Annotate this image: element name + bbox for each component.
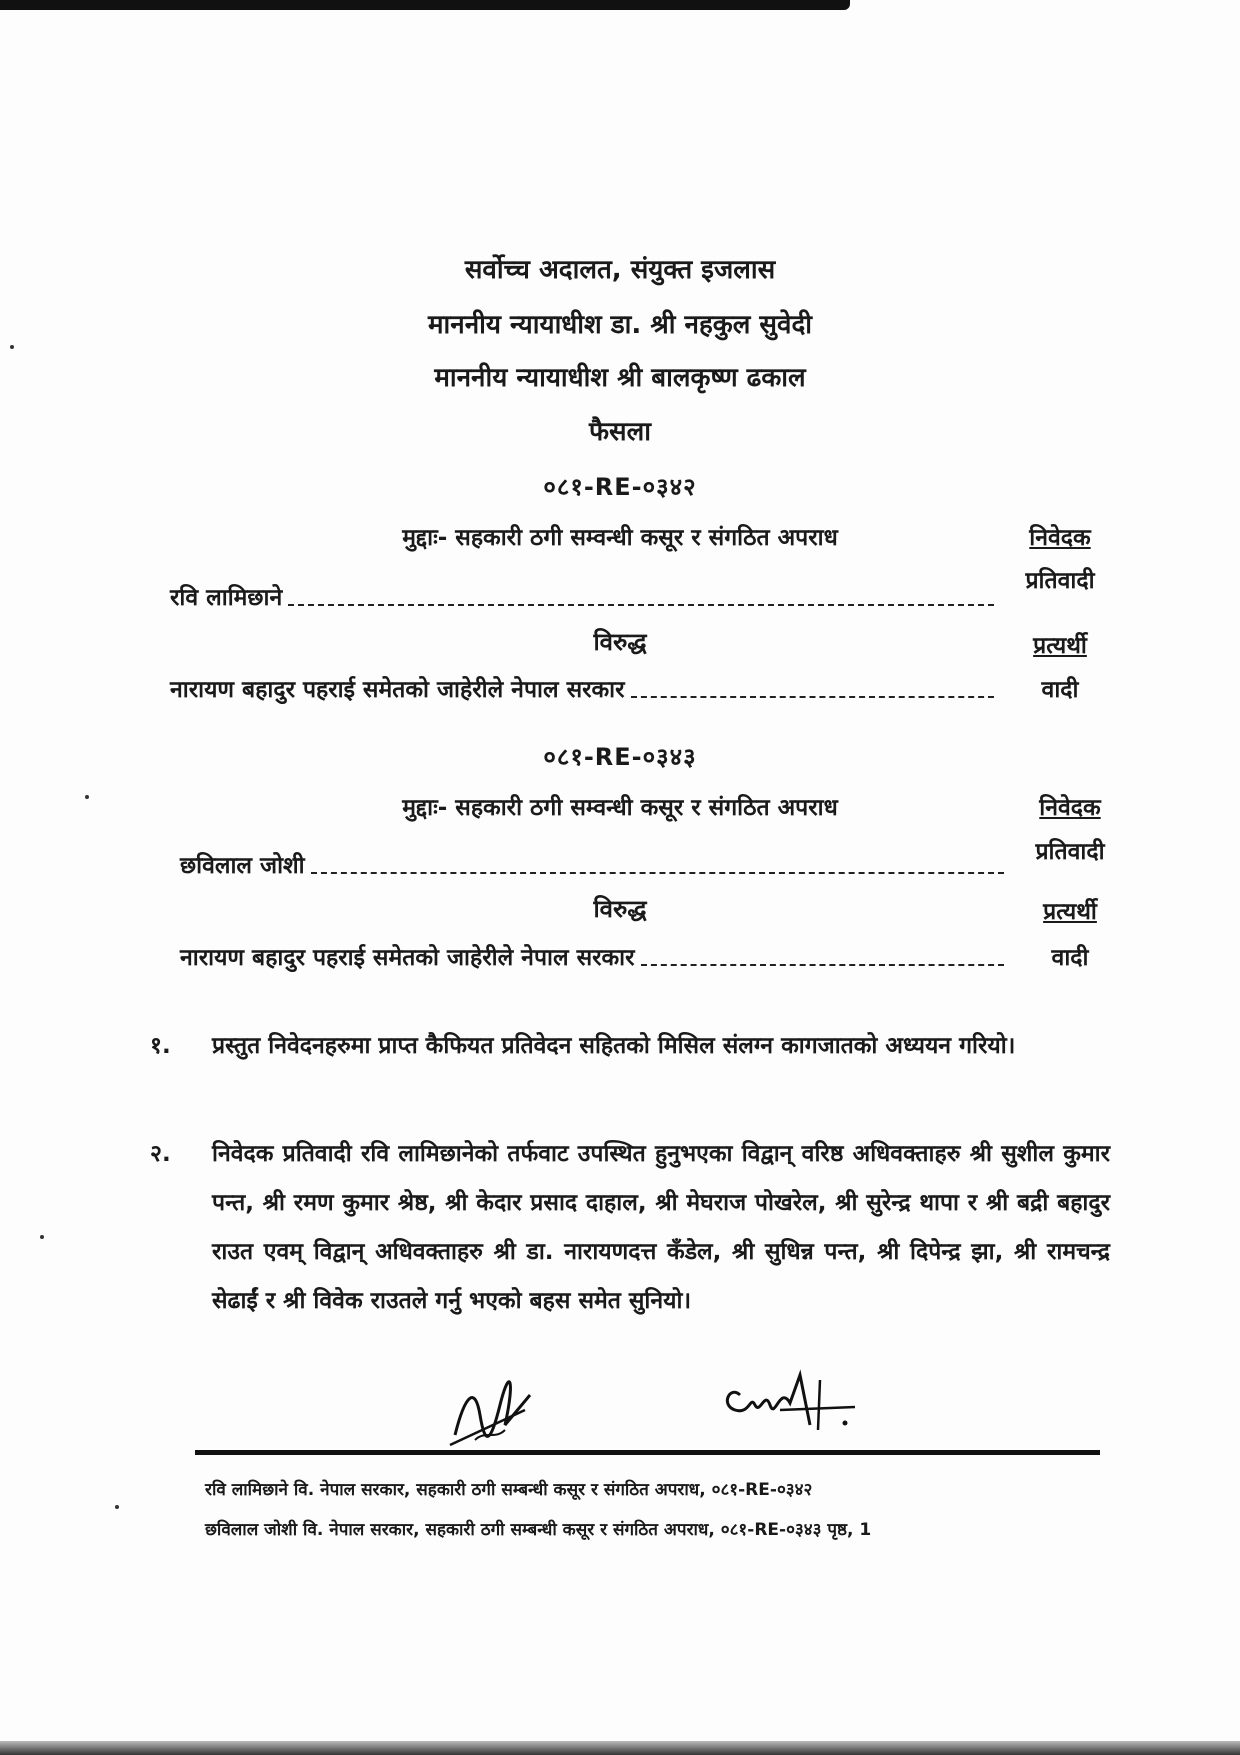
dashed-leader: [641, 964, 1004, 966]
document-type: फैसला: [589, 417, 651, 447]
paragraph: [150, 1130, 1110, 1326]
paragraph-number: १.: [150, 1033, 171, 1059]
respondent-role: प्रत्यर्थी: [1043, 899, 1097, 925]
paragraph: [150, 1022, 1110, 1071]
scan-speck: [40, 1235, 44, 1239]
petitioner-name: रवि लामिछाने: [170, 585, 283, 611]
case-subject: मुद्दाः- सहकारी ठगी सम्वन्धी कसूर र संगठित अपराध: [402, 795, 838, 821]
respondent-role-secondary: वादी: [1041, 677, 1079, 703]
footer: [205, 1470, 1105, 1550]
respondent-role-secondary: वादी: [1051, 945, 1089, 971]
case-number: ०८१-RE-०३४३: [543, 743, 697, 771]
respondent-line: [170, 672, 1000, 704]
footer-line-2: छविलाल जोशी वि. नेपाल सरकार, सहकारी ठगी सम्बन्धी कसूर र संगठित अपराध, ०८१-RE-०३४३ पृष्ठ, 1: [205, 1520, 872, 1540]
judge-2: माननीय न्यायाधीश श्री बालकृष्ण ढकाल: [434, 363, 806, 393]
footer-line-1: रवि लामिछाने वि. नेपाल सरकार, सहकारी ठगी सम्बन्धी कसूर र संगठित अपराध, ०८१-RE-०३४२: [205, 1480, 813, 1500]
scan-speck: [115, 1505, 119, 1509]
judge-signature-right: [720, 1365, 860, 1445]
petitioner-name: छविलाल जोशी: [180, 853, 305, 879]
petitioner-line: [170, 580, 1000, 612]
case-number: ०८१-RE-०३४२: [543, 473, 697, 501]
versus-label: विरुद्ध: [593, 895, 647, 923]
dashed-leader: [288, 604, 994, 606]
paragraph-text: निवेदक प्रतिवादी रवि लामिछानेको तर्फवाट उपस्थित हुनुभएका विद्वान् वरिष्ठ अधिवक्ताहरु श्री सुशील कुमार पन्त, श्री रमण कुमार श्रेष्ठ, श्री केदार प्रसाद दाहाल, श्री मेघराज पोखरेल, श्री सुरेन्द्र थापा र श्री बद्री बहादुर राउत एवम् विद्वान् अधिवक्ताहरु श्री डा. नारायणदत्त कँडेल, श्री सुधिन्न पन्त, श्री दिपेन्द्र झा, श्री रामचन्द्र सेढाईं र श्री विवेक राउतले गर्नु भएको बहस समेत सुनियो।: [212, 1141, 1110, 1314]
scan-speck: [10, 345, 14, 349]
court-name: सर्वोच्च अदालत, संयुक्त इजलास: [464, 255, 776, 285]
petitioner-line: [180, 848, 1010, 880]
respondent-name: नारायण बहादुर पहराई समेतको जाहेरीले नेपाल सरकार: [170, 677, 625, 703]
paragraph-text: प्रस्तुत निवेदनहरुमा प्राप्त कैफियत प्रतिवेदन सहितको मिसिल संलग्न कागजातको अध्ययन गरियो।: [212, 1033, 1016, 1059]
dashed-leader: [631, 696, 994, 698]
petitioner-role-secondary: प्रतिवादी: [1025, 568, 1095, 594]
respondent-role: प्रत्यर्थी: [1033, 633, 1087, 659]
petitioner-role: निवेदक: [1039, 795, 1101, 821]
versus-label: विरुद्ध: [593, 628, 647, 656]
footer-rule: [195, 1450, 1100, 1455]
case-subject: मुद्दाः- सहकारी ठगी सम्वन्धी कसूर र संगठित अपराध: [402, 525, 838, 551]
judge-signature-left: [445, 1375, 535, 1455]
paragraph-number: २.: [150, 1141, 171, 1167]
dashed-leader: [311, 872, 1004, 874]
respondent-name: नारायण बहादुर पहराई समेतको जाहेरीले नेपाल सरकार: [180, 945, 635, 971]
petitioner-role-secondary: प्रतिवादी: [1035, 839, 1105, 865]
judge-1: माननीय न्यायाधीश डा. श्री नहकुल सुवेदी: [428, 310, 812, 340]
scan-edge-shadow-bottom: [0, 1741, 1240, 1755]
scan-edge-shadow-top: [0, 0, 850, 10]
respondent-line: [180, 940, 1010, 972]
petitioner-role: निवेदक: [1029, 525, 1091, 551]
